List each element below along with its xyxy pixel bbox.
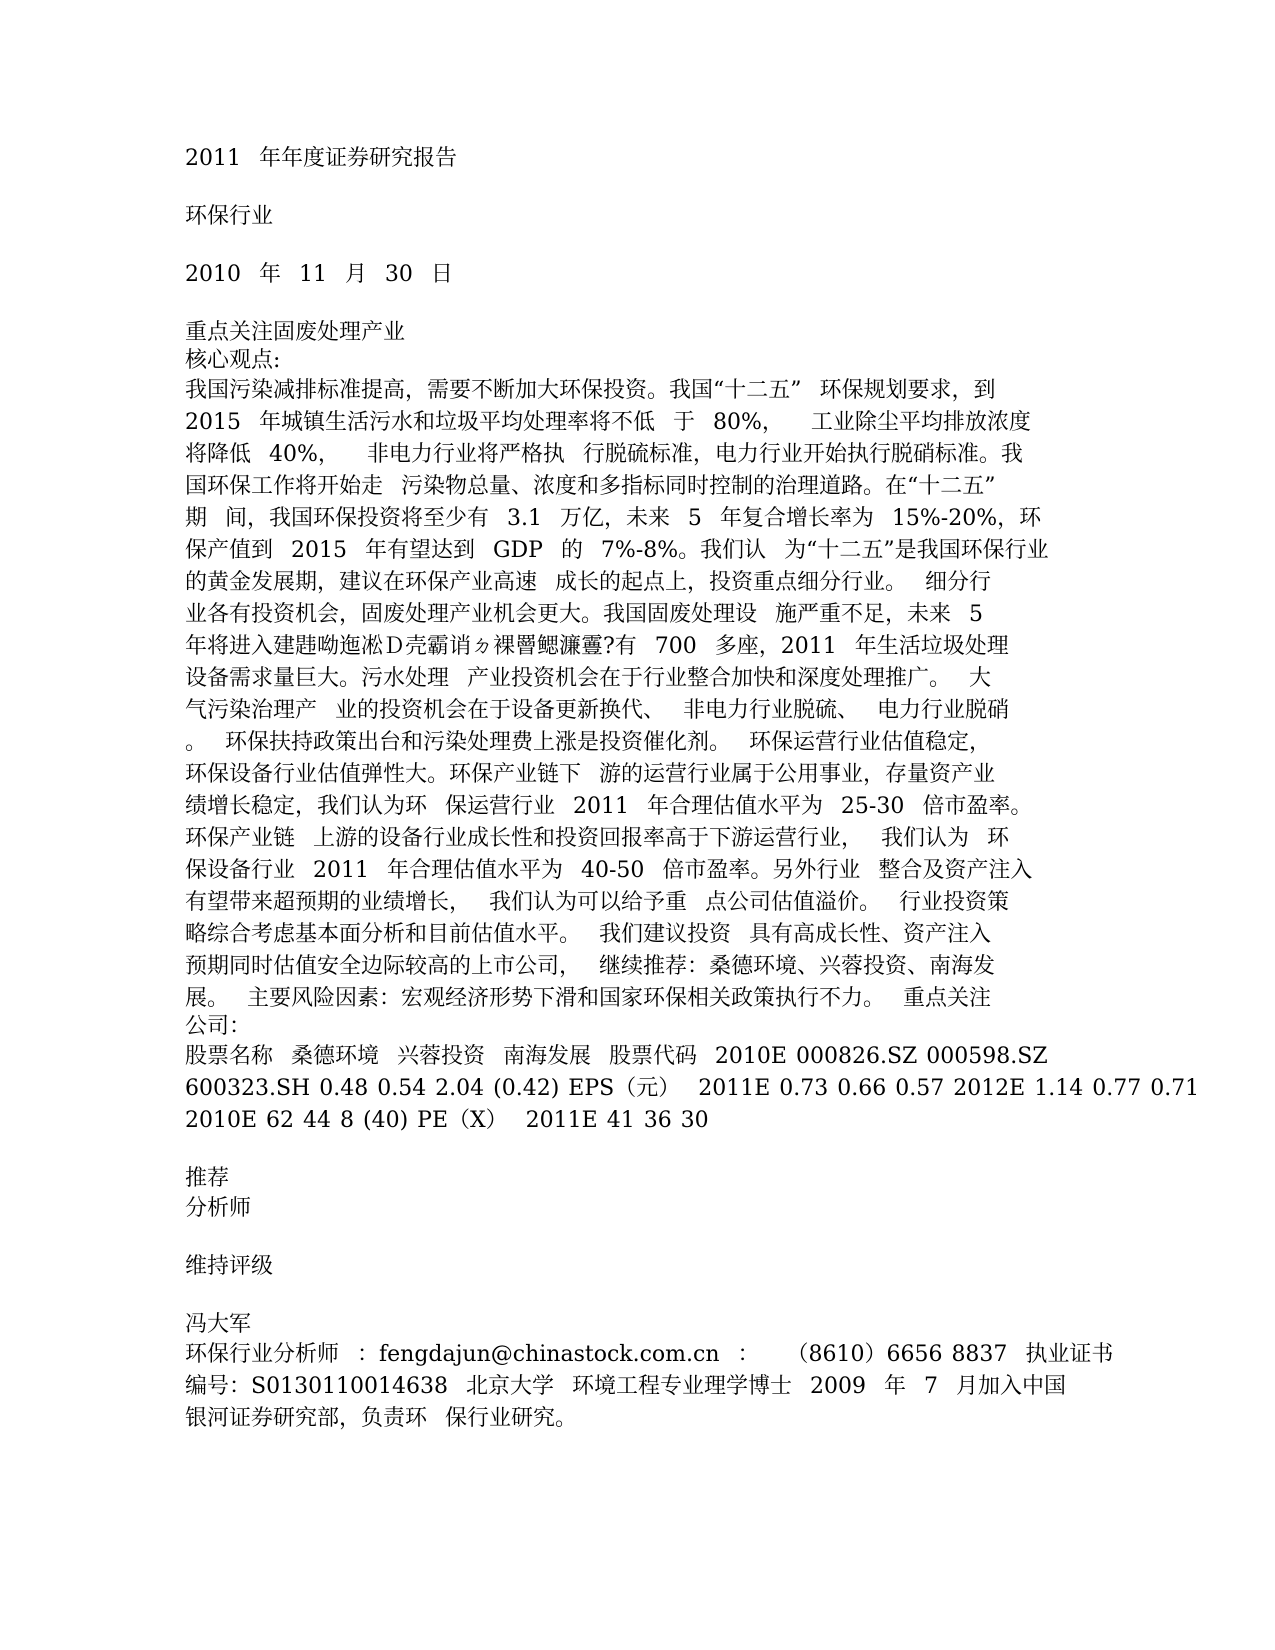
report-title: 2011 年年度证券研究报告 [185, 146, 457, 171]
body-line: 环保产业链 上游的设备行业成长性和投资回报率高于下游运营行业， 我们认为 环 [185, 826, 1009, 851]
analyst-label: 分析师 [185, 1196, 252, 1221]
stock-table-line: 2010E 62 44 8 (40) PE（X） 2011E 41 36 30 [185, 1108, 709, 1133]
stock-table-line: 600323.SH 0.48 0.54 2.04 (0.42) EPS（元） 2011E 0.73 0.66 0.57 2012E 1.14 0.77 0.71 [185, 1076, 1200, 1101]
body-line: 2015 年城镇生活污水和垃圾平均处理率将不低 于 80%， 工业除尘平均排放浓度 [185, 410, 1031, 435]
body-line: 。 环保扶持政策出台和污染处理费上涨是投资催化剂。 环保运营行业估值稳定， [185, 730, 991, 755]
body-line: 将降低 40%， 非电力行业将严格执 行脱硫标准，电力行业开始执行脱硝标准。我 [185, 442, 1023, 467]
body-line: 预期同时估值安全边际较高的上市公司， 继续推荐：桑德环境、兴蓉投资、南海发 [185, 954, 995, 979]
analyst-bio-line: 环保行业分析师 ：fengdajun@chinastock.com.cn ： （8610）6656 8837 执业证书 [185, 1342, 1114, 1367]
body-line: 的黄金发展期，建议在环保产业高速 成长的起点上，投资重点细分行业。 细分行 [185, 570, 991, 595]
report-date: 2010 年 11 月 30 日 [185, 262, 453, 287]
recommend-label: 推荐 [185, 1166, 230, 1191]
body-line: 保设备行业 2011 年合理估值水平为 40-50 倍市盈率。另外行业 整合及资产注入 [185, 858, 1033, 883]
industry-label: 环保行业 [185, 204, 274, 229]
stock-table-line: 股票名称 桑德环境 兴蓉投资 南海发展 股票代码 2010E 000826.SZ 000598.SZ [185, 1044, 1048, 1069]
body-line: 展。 主要风险因素：宏观经济形势下滑和国家环保相关政策执行不力。 重点关注 [185, 986, 991, 1011]
body-line: 国环保工作将开始走 污染物总量、浓度和多指标同时控制的治理道路。在“十二五” [185, 474, 996, 499]
analyst-bio-line: 编号：S0130110014638 北京大学 环境工程专业理学博士 2009 年 7 月加入中国 [185, 1374, 1066, 1399]
body-line: 业各有投资机会，固废处理产业机会更大。我国固废处理设 施严重不足，未来 5 [185, 602, 983, 627]
body-line: 年将进入建韪呦迤凇Ｄ壳霸诮ㄉ裸罾鳃濂霻?有 700 多座，2011 年生活垃圾处理 [185, 634, 1009, 659]
rating-label: 维持评级 [185, 1254, 274, 1279]
body-line: 我国污染减排标准提高，需要不断加大环保投资。我国“十二五” 环保规划要求，到 [185, 378, 996, 403]
body-line: 有望带来超预期的业绩增长， 我们认为可以给予重 点公司估值溢价。 行业投资策 [185, 890, 1009, 915]
body-line: 绩增长稳定，我们认为环 保运营行业 2011 年合理估值水平为 25-30 倍市盈率。 [185, 794, 1033, 819]
body-line: 期 间，我国环保投资将至少有 3.1 万亿，未来 5 年复合增长率为 15%-20%，环 [185, 506, 1042, 531]
body-line: 保产值到 2015 年有望达到 GDP 的 7%-8%。我们认 为“十二五”是我国环保行业 [185, 538, 1049, 563]
core-label: 核心观点: [185, 348, 281, 373]
body-line: 公司： [185, 1014, 252, 1039]
body-line: 设备需求量巨大。污水处理 产业投资机会在于行业整合加快和深度处理推广。 大 [185, 666, 991, 691]
analyst-bio-line: 银河证券研究部，负责环 保行业研究。 [185, 1406, 577, 1431]
body-line: 略综合考虑基本面分析和目前估值水平。 我们建议投资 具有高成长性、资产注入 [185, 922, 991, 947]
body-line: 气污染治理产 业的投资机会在于设备更新换代、 非电力行业脱硫、 电力行业脱硝 [185, 698, 1009, 723]
analyst-name: 冯大军 [185, 1312, 252, 1337]
body-line: 环保设备行业估值弹性大。环保产业链下 游的运营行业属于公用事业，存量资产业 [185, 762, 995, 787]
headline: 重点关注固废处理产业 [185, 320, 406, 345]
